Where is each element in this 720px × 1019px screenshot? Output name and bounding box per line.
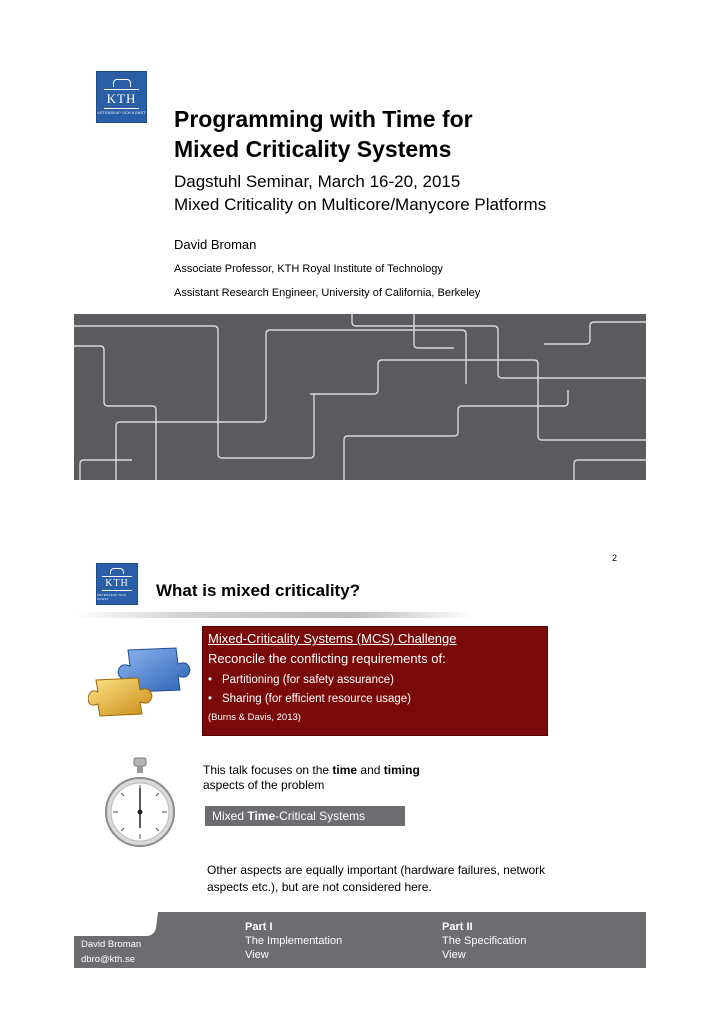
list-item — [208, 671, 542, 690]
focus-prefix: This talk focuses on the — [203, 763, 333, 777]
part2-title: Part II — [442, 921, 473, 933]
focus-suffix: aspects of the problem — [203, 778, 325, 792]
mcs-bullet-list — [208, 671, 542, 709]
focus-bold-timing: timing — [383, 763, 420, 777]
kth-logo-small — [96, 563, 138, 605]
mtc-suffix: -Critical Systems — [275, 809, 366, 823]
focus-statement — [203, 763, 503, 793]
list-item — [208, 690, 542, 709]
subtitle-line2: Mixed Criticality on Multicore/Manycore Platforms — [174, 195, 547, 214]
other-aspects-line1: Other aspects are equally important (hardware failures, network — [207, 863, 546, 877]
footer-part1[interactable] — [245, 920, 342, 962]
slide2-title: What is mixed criticality? — [156, 581, 361, 600]
mixed-time-critical-label — [205, 806, 405, 826]
bullet-icon: • — [208, 674, 213, 686]
mcs-heading: Mixed-Criticality Systems (MCS) Challenge — [208, 631, 457, 646]
affiliation-berkeley: Assistant Research Engineer, University of California, Berkeley — [174, 287, 481, 299]
mcs-citation: (Burns & Davis, 2013) — [208, 712, 301, 723]
focus-bold-time: time — [332, 763, 358, 777]
part2-line2: View — [442, 949, 466, 961]
slide-subtitle — [174, 170, 546, 216]
part1-line2: View — [245, 949, 269, 961]
author-name: David Broman — [174, 237, 257, 252]
kth-logo-subtext: VETENSKAP OCH KONST — [97, 592, 127, 601]
affiliation-kth: Associate Professor, KTH Royal Institute of Technology — [174, 263, 443, 275]
focus-middle: and — [357, 763, 384, 777]
kth-logo — [96, 71, 147, 123]
mcs-subheading: Reconcile the conflicting requirements of: — [208, 651, 446, 666]
page-number: 2 — [612, 553, 618, 563]
mcs-challenge-box — [202, 626, 548, 736]
part1-line1: The Implementation — [245, 935, 343, 947]
circuit-lines — [74, 314, 646, 480]
bullet-text: Partitioning (for safety assurance) — [222, 674, 394, 686]
stopwatch-icon — [104, 756, 176, 852]
footer-author: David Broman — [81, 939, 142, 950]
part1-title: Part I — [245, 921, 273, 933]
footer-bar — [74, 912, 646, 968]
footer-author-block — [81, 937, 141, 967]
slide-title — [174, 104, 473, 164]
slide-title-line2: Mixed Criticality Systems — [174, 136, 452, 162]
kth-logo-subtext: VETENSKAP OCH KONST — [97, 111, 146, 115]
mtc-bold: Time — [247, 809, 276, 823]
kth-logo-text: KTH — [104, 89, 140, 109]
part2-line1: The Specification — [442, 935, 527, 947]
bullet-icon: • — [208, 693, 213, 705]
subtitle-line1: Dagstuhl Seminar, March 16-20, 2015 — [174, 172, 461, 191]
crown-icon — [113, 79, 131, 87]
footer-email: dbro@kth.se — [81, 954, 136, 965]
other-aspects-note — [207, 862, 607, 896]
crown-icon — [110, 568, 124, 574]
other-aspects-line2: aspects etc.), but are not considered here. — [207, 880, 432, 894]
footer-part2[interactable] — [442, 920, 526, 962]
puzzle-pieces-icon — [88, 640, 198, 720]
mtc-prefix: Mixed — [212, 809, 248, 823]
slide-title-line1: Programming with Time for — [174, 106, 473, 132]
kth-logo-text: KTH — [102, 576, 132, 591]
circuit-decoration — [74, 314, 646, 480]
bullet-text: Sharing (for efficient resource usage) — [222, 693, 411, 705]
title-underline-divider — [74, 612, 474, 618]
